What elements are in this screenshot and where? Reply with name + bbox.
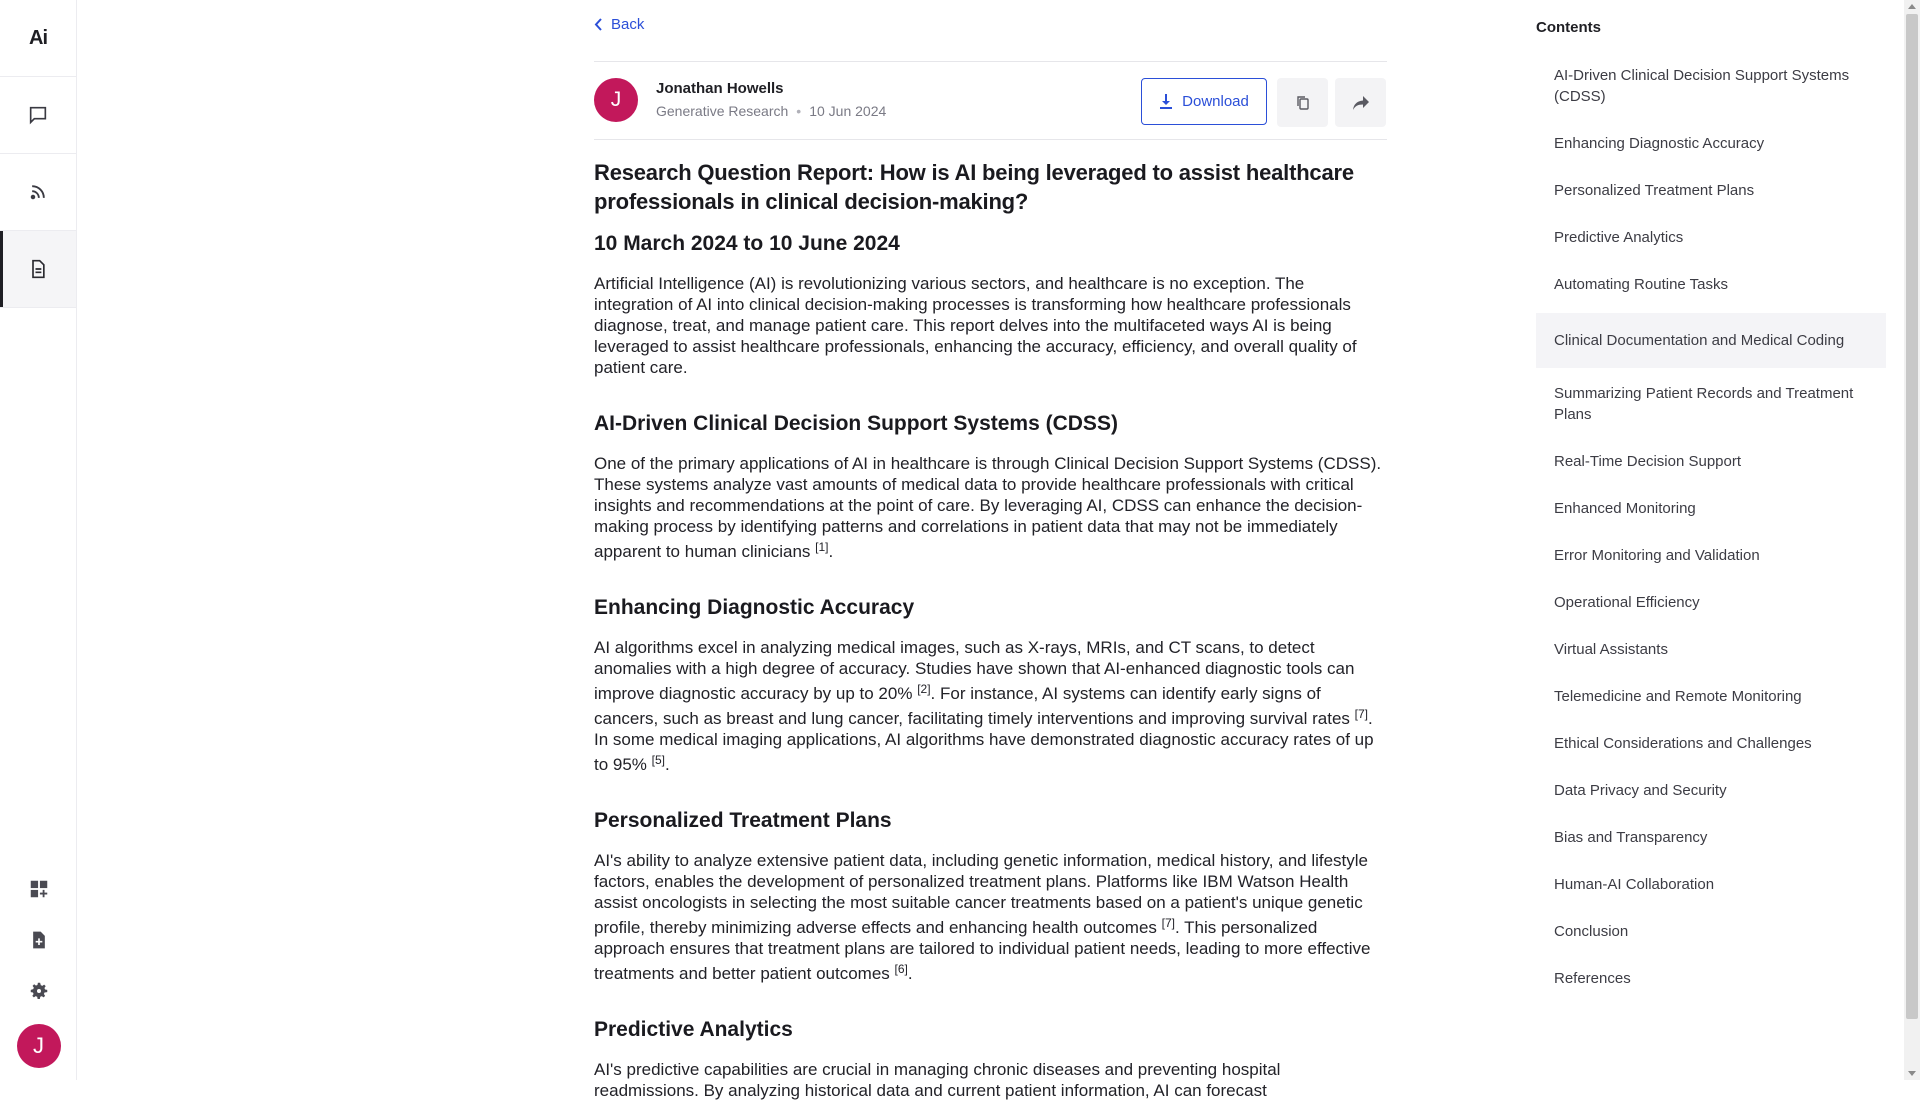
report-date: 10 Jun 2024 [809,103,887,119]
paragraph-text: . This personalized approach ensures that treatment plans are tailored to individual patient needs, leading to more effective treatments and better patient outcomes [594,918,1371,983]
user-avatar[interactable]: J [17,1024,61,1068]
contents-item[interactable]: Bias and Transparency [1554,829,1708,846]
intro-paragraph: Artificial Intelligence (AI) is revolutionizing various sectors, and healthcare is no exception. The integration of AI into clinical decision-making processes is transforming how healthcare professionals diagnose, treat, and manage patient care. This report delves into the multifaceted ways AI is being leveraged to assist healthcare professionals, enhancing the accuracy, efficiency, and overall quality of patient care. [594,274,1357,377]
contents-item[interactable]: AI-Driven Clinical Decision Support Systems (CDSS) [1554,67,1850,105]
nav-rail [0,0,77,1080]
scroll-up-arrow[interactable] [1908,4,1916,9]
report-main [594,0,1387,1100]
report-title: Research Question Report: How is AI being leveraged to assist healthcare professionals in clinical decision-making? [594,160,1354,214]
paragraph-text: One of the primary applications of AI in healthcare is through Clinical Decision Support Systems (CDSS). These systems analyze vast amounts of medical data to provide healthcare professionals with critical insights and recommendations at the point of care. By leveraging AI, CDSS can enhance the decision-making process by identifying patterns and correlations in patient data that may not be immediately apparent to human clinicians [594,454,1382,561]
contents-title: Contents [1536,19,1601,36]
paragraph-text: AI algorithms excel in analyzing medical images, such as X-rays, MRIs, and CT scans, to detect anomalies with a high degree of accuracy. Studies have shown that AI-enhanced diagnostic tools can improve diagnostic accuracy by up to 20% [594,638,1355,703]
back-label: Back [611,16,645,33]
document-icon [28,258,48,280]
contents-item[interactable]: References [1554,970,1631,987]
chat-icon [27,104,49,126]
contents-item[interactable]: Conclusion [1554,923,1629,940]
new-document-button[interactable] [0,914,77,965]
copy-button[interactable] [1277,78,1328,127]
rail-bottom-tools [0,863,77,1080]
section-heading-predictive: Predictive Analytics [594,1018,793,1041]
paragraph-text: . For instance, AI systems can identify early signs of cancers, such as breast and lung cancer, facilitating timely interventions and improving survival rates [594,684,1350,728]
contents-item[interactable]: Ethical Considerations and Challenges [1554,735,1812,752]
add-document-icon [29,929,49,951]
citation-link[interactable]: [2] [917,682,931,696]
contents-item[interactable]: Personalized Treatment Plans [1554,182,1755,199]
back-link[interactable] [594,16,644,33]
page-scrollbar[interactable] [1904,0,1920,1080]
citation-link[interactable]: [7] [1354,707,1369,721]
contents-item[interactable]: Enhanced Monitoring [1554,500,1696,517]
chat-nav-button[interactable] [0,77,76,154]
feed-nav-button[interactable] [0,154,76,231]
scroll-down-arrow[interactable] [1908,1071,1916,1076]
divider [594,61,1387,62]
contents-item[interactable]: Summarizing Patient Records and Treatment Plans [1554,385,1854,423]
author-row [594,78,1387,124]
paragraph-text: . In some medical imaging applications, AI algorithms have demonstrated diagnostic accuracy rates of up to 95% [594,709,1374,774]
share-button[interactable] [1335,78,1386,127]
section-text-personalized: AI's ability to analyze extensive patient data, including genetic information, medical history, and lifestyle factors, enables the development of personalized treatment plans. Platforms like IBM Watson Health assist oncologists in selecting the most suitable cancer treatments based on a patient's unique genetic profile, thereby minimizing adverse effects and enhancing health outcomes [7]. This personalized approach ensures that treatment plans are tailored to individual patient needs, leading to more effective treatments and better patient outcomes [6]. [594,851,1371,983]
citation-link[interactable]: [1] [815,540,829,554]
contents-item[interactable]: Predictive Analytics [1554,229,1684,246]
section-heading-diagnostic: Enhancing Diagnostic Accuracy [594,596,915,619]
contents-item[interactable]: Error Monitoring and Validation [1554,547,1760,564]
divider [594,139,1387,140]
section-text-diagnostic: AI algorithms excel in analyzing medical images, such as X-rays, MRIs, and CT scans, to detect anomalies with a high degree of accuracy. Studies have shown that AI-enhanced diagnostic tools can improve diagnostic accuracy by up to 20% [2]. For instance, AI systems can identify early signs of cancers, such as breast and lung cancer, facilitating timely interventions and improving survival rates [7]. In some medical imaging applications, AI algorithms have demonstrated diagnostic accuracy rates of up to 95% [5]. [594,638,1374,774]
settings-button[interactable] [0,965,77,1016]
download-button[interactable] [1141,78,1267,125]
citation-link[interactable]: [5] [651,753,666,767]
contents-item[interactable]: Enhancing Diagnostic Accuracy [1554,135,1765,152]
report-article [594,158,1387,1101]
report-category: Generative Research [656,103,789,119]
meta-separator: • [796,103,802,119]
section-heading-cdss: AI-Driven Clinical Decision Support Systems (CDSS) [594,412,1118,435]
download-label: Download [1182,93,1249,110]
contents-item[interactable]: Real-Time Decision Support [1554,453,1742,470]
download-icon [1159,94,1173,109]
contents-item[interactable]: Operational Efficiency [1554,594,1700,611]
contents-item[interactable]: Virtual Assistants [1554,641,1668,658]
share-icon [1353,96,1369,110]
citation-link[interactable]: [6] [894,962,908,976]
reports-nav-button[interactable] [0,231,76,308]
section-text-predictive: AI's predictive capabilities are crucial in managing chronic diseases and preventing hospital readmissions. By analyzing historical data and current patient information, AI can forecast [594,1060,1281,1100]
section-text-cdss: One of the primary applications of AI in healthcare is through Clinical Decision Support Systems (CDSS). These systems analyze vast amounts of medical data to provide healthcare professionals with critical insights and recommendations at the point of care. By leveraging AI, CDSS can enhance the decision-making process by identifying patterns and correlations in patient data that may not be immediately apparent to human clinicians [1]. [594,454,1382,561]
contents-item[interactable]: Automating Routine Tasks [1554,276,1728,293]
chevron-left-icon [594,18,603,31]
scrollbar-thumb[interactable] [1906,14,1918,1019]
contents-item[interactable]: Telemedicine and Remote Monitoring [1554,688,1802,705]
contents-item[interactable]: Human-AI Collaboration [1554,876,1715,893]
contents-sidebar [1536,0,1886,1080]
app-logo[interactable]: Ai [0,0,76,77]
paragraph-text: AI's ability to analyze extensive patient data, including genetic information, medical history, and lifestyle factors, enables the development of personalized treatment plans. Platforms like IBM Watson Health assist oncologists in selecting the most suitable cancer treatments based on a patient's unique genetic profile, thereby minimizing adverse effects and enhancing health outcomes [594,851,1369,937]
contents-item[interactable]: Data Privacy and Security [1554,782,1727,799]
section-heading-personalized: Personalized Treatment Plans [594,809,892,832]
contents-list [1536,57,1886,997]
author-meta [656,103,886,119]
rss-icon [28,182,48,202]
dashboard-add-button[interactable] [0,863,77,914]
dashboard-add-icon [28,878,50,900]
copy-icon [1295,95,1311,111]
gear-icon [28,980,50,1002]
author-name: Jonathan Howells [656,80,784,97]
contents-item[interactable]: Clinical Documentation and Medical Coding [1536,313,1886,368]
citation-link[interactable]: [7] [1161,916,1175,930]
author-avatar: J [594,78,638,122]
report-date-range: 10 March 2024 to 10 June 2024 [594,232,900,255]
